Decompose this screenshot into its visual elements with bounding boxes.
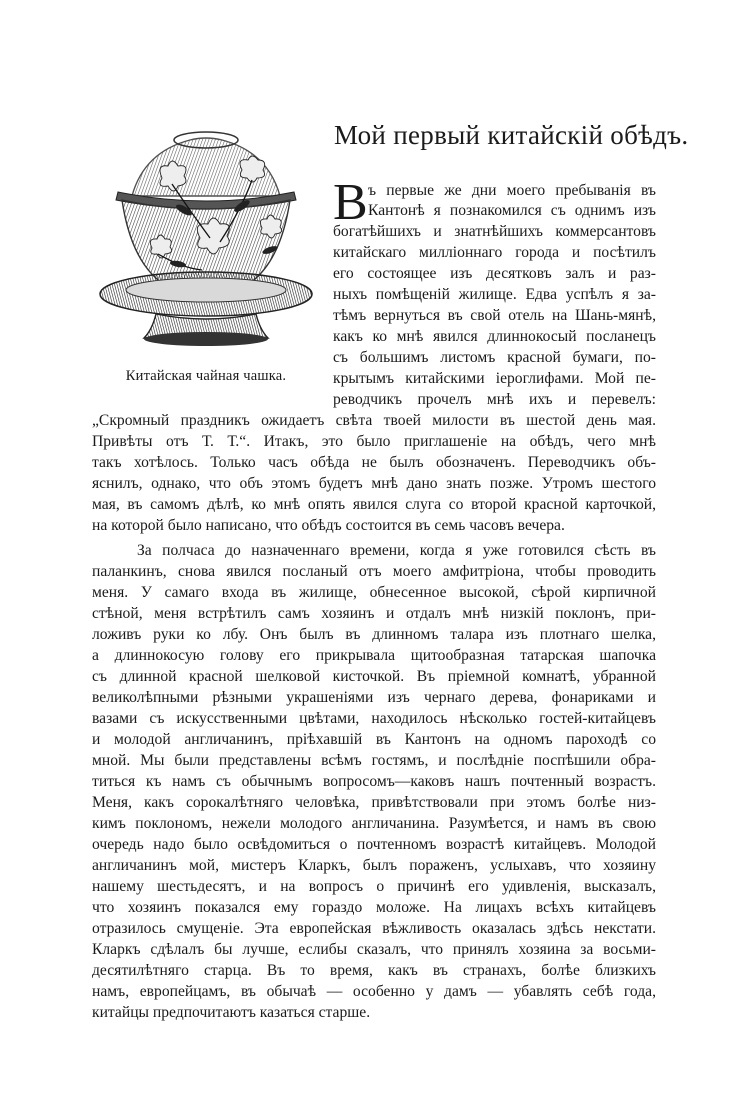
tea-cup-illustration — [92, 118, 320, 350]
text-line: ныхъ помѣщеній жилище. Едва успѣлъ я за- — [333, 286, 656, 303]
text-line: очередь надо было освѣдомиться о почтенномъ возрастѣ китайцевъ. Молодой — [92, 836, 656, 853]
text-line: За полчаса до назначеннаго времени, когда я уже готовился сѣсть въ — [137, 542, 656, 559]
text-line: реводчикъ прочелъ мнѣ ихъ и перевелъ: — [333, 391, 656, 408]
text-line: отразилось смущеніе. Эта европейская вѣжливость оказалась здѣсь некстати. — [92, 920, 656, 937]
text-line: крытымъ китайскими іероглифами. Мой пе- — [333, 370, 656, 387]
drop-cap: В — [333, 174, 368, 231]
text-line: Меня, какъ сорокалѣтняго человѣка, привѣтствовали при этомъ болѣе низ- — [92, 794, 656, 811]
text-line: ъ первые же дни моего пребыванія въ — [368, 182, 656, 199]
text-line: намъ, европейцамъ, въ обычаѣ — особенно у дамъ — убавлять себѣ года, — [92, 983, 656, 1000]
text-line: и молодой англичанинъ, пріѣхавшій въ Кантонъ на одномъ пароходѣ со — [92, 731, 656, 748]
text-line: а длиннокосую голову его прикрывала щитообразная татарская шапочка — [92, 647, 656, 664]
text-line: богатѣйшихъ и знатнѣйшихъ коммерсантовъ — [333, 223, 656, 240]
text-line: титься къ намъ съ обычнымъ вопросомъ—каковъ нашъ почтенный возрастъ. — [92, 773, 656, 790]
text-line: Кантонѣ я познакомился съ однимъ изъ — [368, 202, 656, 219]
article-title: Мой первый китайскій обѣдъ. — [334, 120, 689, 150]
text-line: англичанинъ мой, мистеръ Кларкъ, былъ пораженъ, услыхавъ, что хозяину — [92, 857, 656, 874]
text-line: его состоящее изъ десятковъ залъ и раз- — [333, 265, 656, 282]
text-line: „Скромный праздникъ ожидаетъ свѣта твоей милости въ шестой день мая. — [92, 412, 656, 429]
text-line: кимъ поклономъ, нежели молодого англичанина. Разумѣется, и намъ въ свою — [92, 815, 656, 832]
text-line: такъ хотѣлось. Только часъ обѣда не былъ обозначенъ. Переводчикъ объ- — [92, 454, 656, 471]
illustration-caption: Китайская чайная чашка. — [125, 368, 287, 384]
text-line: тѣмъ вернуться въ свой отель на Шань-мянѣ, — [333, 307, 656, 324]
text-line: Кларкъ сдѣлалъ бы лучше, еслибы сказалъ, что принялъ хозяина за восьми- — [92, 941, 656, 958]
text-line: десятилѣтняго старца. Въ то время, какъ въ странахъ, болѣе близкихъ — [92, 962, 656, 979]
text-line: съ длинной красной шелковой кисточкой. Въ пріемной комнатѣ, убранной — [92, 668, 656, 685]
text-line: вазами съ искусственными цвѣтами, находилось нѣсколько гостей-китайцевъ — [92, 710, 656, 727]
text-line: нашему шестьдесятъ, и на вопросъ о причинѣ его удивленія, высказалъ, — [92, 878, 656, 895]
text-line: яснилъ, однако, что объ этомъ будетъ мнѣ дано знать позже. Утромъ шестого — [92, 475, 656, 492]
text-line: Привѣты отъ Т. Т.“. Итакъ, это было приглашеніе на обѣдъ, чего мнѣ — [92, 433, 656, 450]
text-line: мной. Мы были представлены всѣмъ гостямъ, и послѣдніе поспѣшили обра- — [92, 752, 656, 769]
text-line: съ большимъ листомъ красной бумаги, по- — [333, 349, 656, 366]
text-line: паланкинъ, снова явился посланый отъ моего амфитріона, чтобы проводить — [92, 563, 656, 580]
text-line: что хозяинъ показался ему гораздо моложе. На лицахъ всѣхъ китайцевъ — [92, 899, 656, 916]
text-line: великолѣпными рѣзными украшеніями изъ чернаго дерева, фонариками и — [92, 689, 656, 706]
text-line: ложивъ руки ко лбу. Онъ былъ въ длинномъ талара изъ плотнаго шелка, — [92, 626, 656, 643]
text-line: мая, въ самомъ дѣлѣ, ко мнѣ опять явился слуга со второй красной карточкой, — [92, 496, 656, 513]
text-line: на которой было написано, что обѣдъ состоится въ семь часовъ вечера. — [92, 517, 565, 534]
text-line: китайскаго милліоннаго города и посѣтилъ — [333, 244, 656, 261]
text-line: китайцы предпочитаютъ казаться старше. — [92, 1004, 371, 1021]
text-line: меня. У самаго входа въ жилище, обнесенное высокой, сѣрой кирпичной — [92, 584, 656, 601]
text-line: стѣной, меня встрѣтилъ самъ хозяинъ и отдалъ мнѣ низкій поклонъ, при- — [92, 605, 656, 622]
text-line: какъ ко мнѣ явился длиннокосый посланецъ — [333, 328, 656, 345]
